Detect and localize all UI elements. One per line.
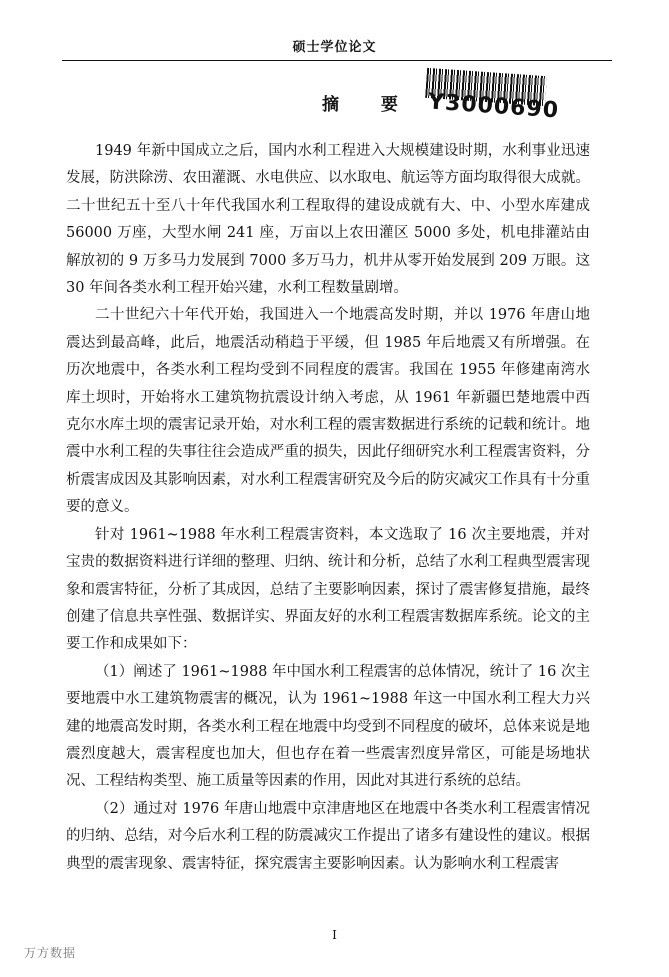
- abstract-title: 摘 要: [322, 95, 416, 115]
- paragraph-2: 二十世纪六十年代开始，我国进入一个地震高发时期，并以 1976 年唐山地震达到最高峰，此后，地震活动稍趋于平缓，但 1985 年后地震又有所增强。在历次地震中，各类水利工程均受到不同程度的震害。我国在 1955 年修建南湾水库土坝时，开始将水工建筑物抗震设计纳入考虑，从 1961 年新疆巴楚地震中西克尔水库土坝的震害记录开始，对水利工程的震害数据进行系统的记载和统计。地震中水利工程的失事往往会造成严重的损失，因此仔细研究水利工程震害资料，分析震害成因及其影响因素，对水利工程震害研究及今后的防灾减灾工作具有十分重要的意义。: [66, 307, 590, 516]
- paragraph-3: 针对 1961~1988 年水利工程震害资料，本文选取了 16 次主要地震，并对宝贵的数据资料进行详细的整理、归纳、统计和分析，总结了水利工程典型震害现象和震害特征，分析了其成因，总结了主要影响因素，探讨了震害修复措施，最终创建了信息共享性强、数据详实、界面友好的水利工程震害数据库系统。论文的主要工作和成果如下：: [66, 526, 590, 653]
- running-header: 硕士学位论文: [292, 40, 377, 55]
- paragraph-4: （1）阐述了 1961~1988 年中国水利工程震害的总体情况，统计了 16 次主要地震中水工建筑物震害的概况，认为 1961~1988 年这一中国水利工程大力兴建的地震高发时期，各类水利工程在地震中均受到不同程度的破坏，总体来说是地震烈度越大，震害程度也加大，但也存在着一些震害烈度异常区，可能是场地状况、工程结构类型、施工质量等因素的作用，因此对其进行系统的总结。: [66, 663, 590, 790]
- barcode-number: Y3000690: [427, 89, 560, 124]
- page-number: I: [332, 928, 337, 942]
- source-watermark: 万方数据: [24, 946, 77, 960]
- header-rule: [62, 60, 612, 61]
- paragraph-5: （2）通过对 1976 年唐山地震中京津唐地区在地震中各类水利工程震害情况的归纳、总结，对今后水利工程的防震减灾工作提出了诸多有建设性的建议。根据典型的震害现象、震害特征，探究震害主要影响因素。认为影响水利工程震害: [66, 800, 590, 872]
- barcode-stamp: [420, 72, 560, 132]
- paragraph-1: 1949 年新中国成立之后，国内水利工程进入大规模建设时期，水利事业迅速发展，防洪除涝、农田灌溉、水电供应、以水取电、航运等方面均取得很大成就。二十世纪五十至八十年代我国水利工程取得的建设成就有大、中、小型水库建成 56000 万座，大型水闸 241 座，万亩以上农田灌区 5000 多处，机电排灌站由解放初的 9 万多马力发展到 7000 多万马力，机井从零开始发展到 209 万眼。这 30 年间各类水利工程开始兴建，水利工程数量剧增。: [66, 143, 590, 297]
- abstract-body: [66, 138, 590, 878]
